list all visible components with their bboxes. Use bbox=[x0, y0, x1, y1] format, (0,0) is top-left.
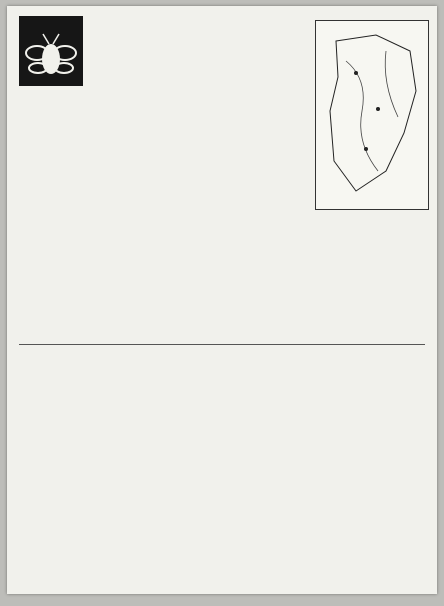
footer-note bbox=[19, 564, 425, 573]
region-map bbox=[315, 20, 429, 210]
section-divider bbox=[19, 344, 425, 345]
full-width-paragraph bbox=[19, 310, 425, 340]
issue-line bbox=[93, 49, 307, 58]
left-paragraph bbox=[19, 144, 169, 304]
region-map-icon bbox=[316, 21, 428, 209]
right-paragraph bbox=[175, 144, 309, 304]
footer-contact bbox=[19, 574, 425, 583]
intro-paragraph bbox=[93, 61, 307, 141]
document-page bbox=[7, 6, 437, 594]
column-a bbox=[19, 350, 217, 558]
journal-emblem bbox=[19, 16, 83, 86]
insect-emblem-icon bbox=[19, 28, 83, 86]
column-b bbox=[227, 350, 425, 558]
author-line bbox=[93, 39, 307, 48]
